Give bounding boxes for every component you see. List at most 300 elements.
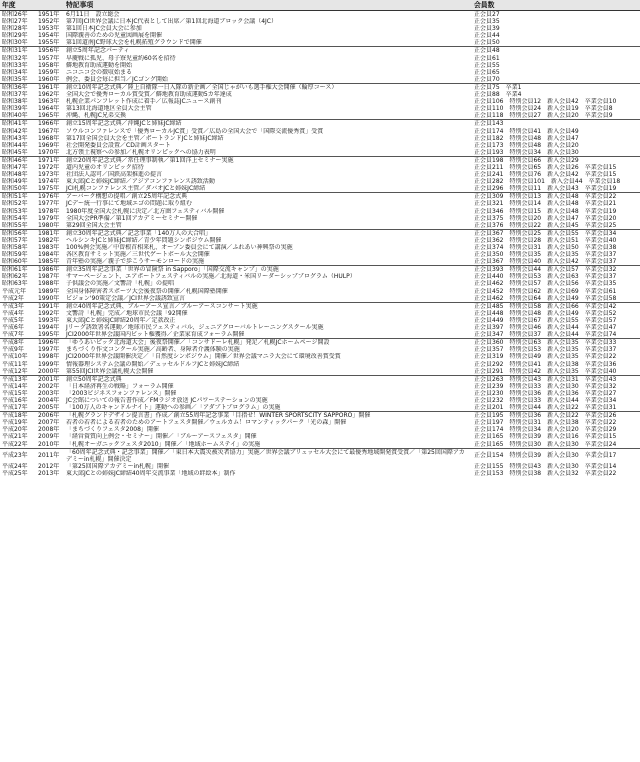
- era-cell: 平成23年: [0, 448, 36, 463]
- year-cell: 1991年: [36, 302, 64, 310]
- table-row: [0, 441, 640, 449]
- event-cell: 創立40周年記念式典、ブルーアース宣言／ブルーアースコンサート実施: [64, 302, 472, 310]
- table-row: [0, 258, 640, 266]
- members-cell: 正会員367 特別会員40 新入会員42 卒業会員37: [474, 258, 617, 266]
- table-row: [0, 404, 640, 412]
- year-cell: 1983年: [38, 244, 60, 251]
- event-cell: 僻地教育助成運動を開始: [66, 61, 133, 69]
- year-cell: 1952年: [38, 18, 60, 26]
- era-cell: 昭和36年: [0, 83, 36, 91]
- era-cell: 昭和54年: [2, 214, 28, 222]
- header-members: 会員数: [472, 0, 640, 11]
- era-cell: 昭和38年: [2, 98, 28, 106]
- event-cell: 全国身体障害者スポーツ大会後夜祭の開催／札幌国際塾開催: [66, 287, 228, 295]
- event-cell: 早慶戦に孤児、母子寮児童約60名を招待: [66, 54, 176, 62]
- table-row: [0, 302, 640, 310]
- year-cell: 1981年: [36, 229, 64, 237]
- era-cell: 昭和43年: [2, 134, 28, 142]
- era-cell: 昭和57年: [2, 236, 28, 244]
- table-row: [0, 229, 640, 237]
- era-cell: 平成11年: [2, 360, 28, 368]
- event-cell: 第13回北海道地区全員大会主管: [66, 105, 152, 113]
- year-cell: 1971年: [36, 156, 64, 164]
- members-cell: 正会員362 特別会員28 新入会員51 卒業会員40: [474, 236, 617, 244]
- year-cell: 1970年: [38, 148, 60, 156]
- event-cell: 各区教育サミット実施／三世代ゲートボール大会開催: [66, 251, 210, 259]
- era-cell: 平成10年: [2, 353, 28, 361]
- table-row: [0, 368, 640, 376]
- year-cell: 1996年: [36, 339, 64, 347]
- year-cell: 1987年: [38, 273, 60, 281]
- table-row: [0, 295, 640, 303]
- table-row: [0, 331, 640, 339]
- table-row: [0, 83, 640, 91]
- members-cell: 正会員35: [474, 18, 500, 26]
- year-cell: 1956年: [36, 47, 64, 55]
- table-row: [0, 390, 640, 397]
- year-cell: 1957年: [38, 54, 60, 62]
- event-cell: 青年塾の実施／親子で歩こうサーモンロードの実施: [66, 258, 205, 266]
- year-cell: 1964年: [38, 105, 60, 113]
- table-row: [0, 375, 640, 383]
- era-cell: 昭和61年: [0, 266, 36, 274]
- era-cell: 昭和49年: [2, 178, 28, 186]
- year-cell: 1999年: [38, 360, 60, 368]
- era-cell: 平成13年: [0, 375, 36, 383]
- table-row: [0, 412, 640, 420]
- table-row: [0, 171, 640, 178]
- era-cell: 昭和58年: [2, 244, 28, 251]
- table-row: [0, 346, 640, 353]
- year-cell: 1967年: [38, 127, 60, 135]
- event-cell: 「まちづくりフェスタ2008」開催: [66, 426, 159, 434]
- event-cell: ビジョン'90策定会議／JCI世界会議誘致宣言: [66, 294, 185, 302]
- table-row: [0, 11, 640, 19]
- event-cell: 第7回JCI世界会議に日本JC代表として出席／第1回北海道ブロック会議（4JC）: [66, 18, 277, 26]
- table-row: [0, 383, 640, 390]
- event-cell: 東大邱JCとの姉妹JC締結40周年交流事業「地域の絆絵本」制作: [66, 469, 236, 477]
- year-cell: 1989年: [38, 287, 60, 295]
- members-cell: 正会員153 特別会員38 新入会員32 卒業会員22: [474, 469, 617, 477]
- members-cell: 正会員118 特別会員27 新入会員20 卒業会員9: [474, 112, 613, 120]
- table-row: [0, 120, 640, 128]
- table-body: [0, 11, 640, 478]
- table-row: [0, 339, 640, 347]
- members-cell: 正会員75 卒業1: [472, 83, 640, 91]
- members-cell: 正会員232 特別会員33 新入会員44 卒業会員34: [474, 396, 617, 404]
- event-cell: 第1回日本JC会員大会に参加: [66, 25, 142, 33]
- table-row: [0, 18, 640, 25]
- members-cell: 正会員201 特別会員44 新入会員22 卒業会員31: [474, 404, 617, 412]
- members-cell: 正会員165 特別会員30 新入会員30 卒業会員24: [474, 440, 617, 448]
- year-cell: 1993年: [38, 316, 60, 324]
- event-cell: JCデー統一行事にて地域エゴの問題に取り組む: [66, 200, 192, 208]
- year-cell: 1969年: [38, 141, 60, 149]
- members-cell: 正会員350 特別会員35 新入会員35 卒業会員37: [474, 251, 617, 259]
- table-row: [0, 215, 640, 222]
- event-cell: 文響詩「札幌」完成／地球市民会議「92開催: [66, 309, 188, 317]
- year-cell: 2002年: [38, 382, 60, 390]
- year-cell: 1958年: [38, 61, 60, 69]
- members-cell: 正会員173 特別会員48 新入会員20: [474, 141, 579, 149]
- year-cell: 1997年: [38, 346, 60, 354]
- era-cell: 昭和42年: [2, 127, 28, 135]
- event-cell: 北方領土視察への参加／札幌オリンピックへの協力表明: [66, 148, 216, 156]
- table-row: [0, 208, 640, 215]
- year-cell: 2006年: [36, 412, 64, 420]
- era-cell: 平成18年: [0, 412, 36, 420]
- table-row: [0, 185, 640, 193]
- year-cell: 1953年: [38, 25, 60, 33]
- era-cell: 平成3年: [0, 302, 36, 310]
- event-cell: サマーページェント、エアポートフェスティバルの実施／北海道・米国リーダーシッププログラム（HULP）: [66, 273, 356, 281]
- event-cell: 100%例会実施／中曽根首相来札、オープン委員会にて講演／ふれあい神興祭の実施: [66, 244, 293, 251]
- year-cell: 1982年: [38, 236, 60, 244]
- era-cell: 昭和53年: [2, 207, 28, 215]
- members-cell: 正会員70: [474, 75, 500, 83]
- era-cell: 平成6年: [2, 324, 24, 332]
- event-cell: 「100万人のキャンドルナイト」運動への参画／「アダプトプログラム」の実施: [66, 404, 281, 412]
- table-row: [0, 244, 640, 251]
- event-cell: 第17回全国会員大会を主管／ポートランドJCと姉妹JC締結: [66, 134, 224, 142]
- table-row: [0, 76, 640, 84]
- members-cell: 正会員309 特別会員13 新入会員48 卒業会員22: [472, 193, 640, 201]
- era-cell: 平成2年: [2, 294, 24, 302]
- year-cell: 2007年: [38, 419, 60, 427]
- members-cell: 正会員346 特別会員15 新入会員48 卒業会員19: [474, 207, 617, 215]
- era-cell: 昭和45年: [2, 148, 28, 156]
- event-cell: 「札幌オーガニックフェスタ2010」開催／「地域ホームステイ」の実施: [66, 440, 261, 448]
- year-cell: 1965年: [38, 112, 60, 120]
- event-cell: 子供議会の実施／文響詩「札幌」の提唱: [66, 280, 175, 288]
- table-row: [0, 149, 640, 157]
- year-cell: 1992年: [38, 309, 60, 317]
- year-cell: 2004年: [38, 396, 60, 404]
- event-cell: 1980年度全国大会札幌に決定／北方圏フェスティバル開催: [66, 207, 225, 215]
- table-row: [0, 32, 640, 39]
- header-row: [0, 0, 640, 11]
- era-cell: 昭和44年: [2, 141, 28, 149]
- table-row: [0, 200, 640, 207]
- members-cell: 正会員155 特別会員43 新入会員30 卒業会員14: [474, 462, 617, 470]
- members-cell: 正会員393 特別会員44 新入会員57 卒業会員32: [472, 266, 640, 274]
- era-cell: 昭和63年: [2, 280, 28, 288]
- year-cell: 2003年: [38, 389, 60, 397]
- members-cell: 正会員211 特別会員65 新入会員26 卒業会員15: [474, 163, 617, 171]
- year-cell: 1990年: [38, 294, 60, 302]
- era-cell: 昭和48年: [2, 171, 28, 179]
- table-row: [0, 419, 640, 426]
- year-cell: 1988年: [38, 280, 60, 288]
- members-cell: 正会員282 特別会員101 新入会員44 卒業会員18: [474, 178, 621, 186]
- year-cell: 1959年: [38, 68, 60, 76]
- table-row: [0, 426, 640, 433]
- era-cell: 昭和35年: [2, 75, 28, 83]
- era-cell: 昭和30年: [2, 39, 28, 47]
- header-events: 特記事項: [64, 0, 472, 11]
- year-cell: 2012年: [38, 462, 60, 470]
- members-cell: 正会員197 特別会員31 新入会員38 卒業会員22: [474, 419, 617, 427]
- event-cell: 創立30周年記念式典／記念事業「140万人の大合唱」: [64, 229, 472, 237]
- event-cell: 第1回道南JC野球大会を札幌拓殖グラウンドで開催: [66, 39, 202, 47]
- members-cell: 正会員462 特別会員57 新入会員56 卒業会員35: [474, 280, 617, 288]
- members-cell: 正会員174 特別会員34 新入会員20 卒業会員29: [474, 426, 617, 434]
- era-cell: 昭和60年: [2, 258, 28, 266]
- table-row: [0, 55, 640, 62]
- era-cell: 平成16年: [2, 396, 28, 404]
- table-row: [0, 324, 640, 331]
- table-row: [0, 47, 640, 55]
- members-cell: 正会員241 特別会員76 新入会員42 卒業会員15: [474, 171, 617, 179]
- era-cell: 平成8年: [0, 339, 36, 347]
- table-row: [0, 397, 640, 404]
- year-cell: 1972年: [38, 163, 60, 171]
- table-row: [0, 222, 640, 230]
- event-cell: Jリーグ誘致署名運動／地球市民フェスティバル、ジュニアグローバルトレーニングスクール実施: [66, 324, 324, 332]
- members-cell: 正会員440 特別会員53 新入会員63 卒業会員37: [474, 273, 617, 281]
- table-row: [0, 25, 640, 32]
- members-cell: 正会員198 特別会員66 新入会員29: [472, 156, 640, 164]
- members-cell: 正会員448 特別会員48 新入会員49 卒業会員52: [474, 309, 617, 317]
- era-cell: 平成9年: [2, 346, 24, 354]
- era-cell: 昭和40年: [2, 112, 28, 120]
- members-cell: 正会員195 特別会員36 新入会員22 卒業会員26: [472, 412, 640, 420]
- era-cell: 平成12年: [2, 367, 28, 375]
- table-row: [0, 310, 640, 317]
- event-cell: 第55回JCI世界会議札幌大会開催: [66, 367, 154, 375]
- era-cell: 平成24年: [2, 462, 28, 470]
- members-cell: 正会員376 特別会員22 新入会員45 卒業会員25: [474, 221, 617, 229]
- era-cell: 昭和41年: [0, 120, 36, 128]
- year-cell: 2013年: [38, 469, 60, 477]
- event-cell: JCI2000年世界会議国内ビット権獲得／企業家育成フォーラム開催: [66, 331, 245, 339]
- era-cell: 平成25年: [2, 469, 28, 477]
- era-cell: 昭和31年: [0, 47, 36, 55]
- era-cell: 昭和26年: [2, 11, 28, 18]
- event-cell: 「第25回国際アカデミーin札幌」開催: [66, 462, 170, 470]
- year-cell: 1977年: [38, 200, 60, 208]
- members-cell: 正会員485 特別会員58 新入会員66 卒業会員42: [472, 302, 640, 310]
- table-row: [0, 251, 640, 258]
- table-row: [0, 266, 640, 274]
- event-cell: 創立20周年記念式典／常任理事制執／第1回洋上セミナー実施: [64, 156, 472, 164]
- year-cell: 1980年: [38, 221, 60, 229]
- table-row: [0, 156, 640, 164]
- event-cell: 創立10周年記念式典／陸上自衛隊一日入隊の新企画／全国じゃがいも選手権大会開催（輪厚コース）: [64, 83, 472, 91]
- era-cell: 平成22年: [2, 440, 28, 448]
- event-cell: 全国大会で優秀ローカル賞受賞／僻地教育助成運動5カ年達成: [66, 91, 232, 99]
- table-row: [0, 237, 640, 244]
- event-cell: 「日本経済再生の戦略」フォーラム開催: [66, 382, 174, 390]
- members-cell: 正会員291 特別会員42 新入会員35 卒業会員40: [474, 367, 617, 375]
- members-cell: 正会員193 特別会員34 新入会員30: [474, 148, 579, 156]
- event-cell: JCI2000年世界会議開催決定／「自然度シンポジウム」開催／世界会議マニラ大会にて環境改善賞受賞: [66, 353, 341, 361]
- members-cell: 正会員182 特別会員48 新入会員47: [474, 134, 579, 142]
- event-cell: 「札幌グランドデザイン提言書」作成／創立55周年記念事業「目指せ！WINTER SPORTSCITY SAPPORO」開催: [64, 412, 472, 420]
- table-row: [0, 433, 640, 440]
- era-cell: 昭和32年: [2, 54, 28, 62]
- era-cell: 平成元年: [2, 287, 27, 295]
- year-cell: 1968年: [38, 134, 60, 142]
- table-row: [0, 39, 640, 47]
- table-row: [0, 128, 640, 135]
- era-cell: 平成7年: [2, 331, 24, 339]
- era-cell: 平成4年: [2, 309, 24, 317]
- members-cell: 正会員449 特別会員67 新入会員55 卒業会員57: [474, 316, 617, 324]
- year-cell: 2009年: [38, 433, 60, 441]
- year-cell: 2005年: [38, 404, 60, 412]
- event-cell: アーバーク構想の提唱／創立25周年記念式典: [64, 193, 472, 201]
- members-cell: 正会員50: [474, 39, 500, 47]
- members-cell: 正会員65: [474, 68, 500, 76]
- year-cell: 1962年: [38, 91, 60, 99]
- members-cell: 正会員154 特別会員39 新入会員30 卒業会員17: [472, 448, 640, 463]
- event-cell: 創立50周年記念式典: [64, 375, 472, 383]
- table-row: [0, 142, 640, 149]
- era-cell: 平成15年: [2, 389, 28, 397]
- table-row: [0, 62, 640, 69]
- members-cell: 正会員48: [472, 47, 640, 55]
- table-row: [0, 135, 640, 142]
- event-cell: まちづくり作文コンクール実施／高齢者、身障者介護体験の実施: [66, 346, 240, 354]
- year-cell: 1973年: [38, 171, 60, 179]
- table-row: [0, 178, 640, 185]
- table-row: [0, 91, 640, 98]
- members-cell: 正会員357 特別会員53 新入会員35 卒業会員37: [474, 346, 617, 354]
- year-cell: 2000年: [38, 367, 60, 375]
- era-cell: 昭和39年: [2, 105, 28, 113]
- members-cell: 正会員230 特別会員36 新入会員36 卒業会員27: [474, 389, 617, 397]
- year-cell: 1984年: [38, 251, 60, 259]
- members-cell: 正会員367 特別会員25 新入会員55 卒業会員34: [472, 229, 640, 237]
- members-cell: 正会員292 特別会員41 新入会員38 卒業会員36: [474, 360, 617, 368]
- event-cell: ヘルシンキJCと姉妹JC締結／青少年問題シンポジウム開催: [66, 236, 222, 244]
- members-cell: 正会員88 卒業4: [474, 91, 522, 99]
- event-cell: ニコニコ会の徴収始まる: [66, 68, 133, 76]
- event-cell: 例会、委員会毎に担当／JCゴング開始: [66, 75, 168, 83]
- event-cell: 沖縄、札幌JC兄弟交換: [66, 112, 126, 120]
- table-row: [0, 288, 640, 295]
- event-cell: 創立35周年記念事業「世界の冒険祭 in Sapporo」「国際交流キャンプ」の実施: [64, 266, 472, 274]
- header-year: 年度: [0, 0, 64, 11]
- table-row: [0, 193, 640, 201]
- table-row: [0, 105, 640, 112]
- era-cell: 平成20年: [2, 426, 28, 434]
- year-cell: 1955年: [38, 39, 60, 47]
- members-cell: 正会員143: [472, 120, 640, 128]
- era-cell: 昭和29年: [2, 32, 28, 40]
- year-cell: 2008年: [38, 426, 60, 434]
- year-cell: 1985年: [38, 258, 60, 266]
- event-cell: 全国大会PR準備／第1回アカデミーセミナー開催: [66, 214, 198, 222]
- event-cell: JCI札幌コンファレンス主管／ダバオJCと姉妹JC締結: [66, 185, 206, 193]
- event-cell: 社団法人認可／国鉄高架推進の提言: [66, 171, 163, 179]
- members-cell: 正会員263 特別会員43 新入会員31 卒業会員43: [472, 375, 640, 383]
- era-cell: 昭和50年: [2, 185, 28, 193]
- era-cell: 昭和28年: [2, 25, 28, 33]
- era-cell: 昭和47年: [2, 163, 28, 171]
- year-cell: 2001年: [36, 375, 64, 383]
- event-cell: ソウルコンファレンスで「優秀ローカルJC賞」受賞／広島の全国大会で「国際交流優秀賞」受賞: [66, 127, 324, 135]
- era-cell: 昭和37年: [2, 91, 28, 99]
- event-cell: 道内児童のオリンピック招待: [66, 163, 144, 171]
- year-cell: 1978年: [38, 207, 60, 215]
- year-cell: 1966年: [36, 120, 64, 128]
- era-cell: 昭和52年: [2, 200, 28, 208]
- event-cell: 創立5周年記念パーティ: [64, 47, 472, 55]
- event-cell: 札幌企業パンフレット作成に着手／広報誌JCニュース創刊: [66, 98, 222, 106]
- members-cell: 正会員462 特別会員64 新入会員49 卒業会員58: [474, 294, 617, 302]
- era-cell: 昭和56年: [0, 229, 36, 237]
- table-row: [0, 273, 640, 280]
- year-cell: 1974年: [38, 178, 60, 186]
- era-cell: 昭和27年: [2, 18, 28, 26]
- members-cell: 正会員375 特別会員20 新入会員47 卒業会員20: [474, 214, 617, 222]
- event-cell: 第29回全国大会主管: [66, 221, 122, 229]
- members-cell: 正会員55: [474, 61, 500, 69]
- members-cell: 正会員319 特別会員49 新入会員35 卒業会員22: [474, 353, 617, 361]
- event-cell: 東大邱JCと姉妹JC締結20周年／定款改正: [66, 316, 176, 324]
- era-cell: 平成17年: [2, 404, 28, 412]
- year-cell: 1960年: [38, 75, 60, 83]
- era-cell: 昭和55年: [2, 221, 28, 229]
- table-row: [0, 69, 640, 76]
- event-cell: 情報器理システム会議の開始／デュッセルドルフJCと姉妹JC締結: [66, 360, 240, 368]
- year-cell: 1994年: [38, 324, 60, 332]
- era-cell: 平成14年: [2, 382, 28, 390]
- year-cell: 2011年: [36, 448, 64, 463]
- table-row: [0, 353, 640, 360]
- table-row: [0, 448, 640, 463]
- event-cell: 社会開発委員会設置／CD計画スタート: [66, 141, 171, 149]
- members-cell: 正会員296 特別会員11 新入会員43 卒業会員19: [474, 185, 617, 193]
- year-cell: 1951年: [38, 11, 60, 18]
- year-cell: 1975年: [38, 185, 60, 193]
- era-cell: 昭和62年: [2, 273, 28, 281]
- table-row: [0, 280, 640, 287]
- members-cell: 正会員165 特別会員39 新入会員16 卒業会員15: [474, 433, 617, 441]
- event-cell: 国際親善のための児童図画展を開催: [66, 32, 163, 40]
- members-cell: 正会員44: [474, 32, 500, 40]
- era-cell: 昭和34年: [2, 68, 28, 76]
- year-cell: 2010年: [38, 440, 60, 448]
- members-cell: 正会員347 特別会員37 新入会員44 卒業会員74: [474, 331, 617, 339]
- members-cell: 正会員239 特別会員33 新入会員30 卒業会員32: [474, 382, 617, 390]
- event-cell: 創立15周年記念式典／沖縄JCと姉妹JC締結: [64, 120, 472, 128]
- era-cell: 昭和51年: [0, 193, 36, 201]
- members-cell: 正会員397 特別会員46 新入会員44 卒業会員47: [474, 324, 617, 332]
- event-cell: 「2003ビジネスフォンファレンス」開催: [66, 389, 177, 397]
- year-cell: 1961年: [36, 83, 64, 91]
- event-cell: 東大邱JCと姉妹JC締結／アジアコンファレンス誘致活動: [66, 178, 215, 186]
- event-cell: 6月11日 設立総会: [66, 11, 120, 18]
- event-cell: 「経営資質向上例会・セミナー」開催／「ブルーアースフェスタ」開催: [66, 433, 257, 441]
- era-cell: 昭和59年: [2, 251, 28, 259]
- table-row: [0, 463, 640, 470]
- members-cell: 正会員39: [474, 25, 500, 33]
- era-cell: 平成5年: [2, 316, 24, 324]
- members-cell: 正会員110 特別会員24 新入会員19 卒業会員8: [474, 105, 613, 113]
- year-cell: 1979年: [38, 214, 60, 222]
- members-cell: 正会員360 特別会員63 新入会員35 卒業会員33: [472, 339, 640, 347]
- era-cell: 平成19年: [2, 419, 28, 427]
- era-cell: 昭和33年: [2, 61, 28, 69]
- members-cell: 正会員374 特別会員31 新入会員50 卒業会員38: [474, 244, 617, 251]
- table-row: [0, 112, 640, 120]
- event-cell: 若者の若者による若者のためのアートフェスタ開催／ウェルカム！ロマンティックパーク「光の森」開催: [66, 419, 347, 427]
- year-cell: 1986年: [36, 266, 64, 274]
- event-cell: 「60周年記念式典・記念事業」開催／「東日本大震災被災者協力」実施／世界会議ブリュッセル大会にて最優秀地域開発賞受賞／「第25回国際アカデミーin札幌」開催決定: [64, 448, 472, 463]
